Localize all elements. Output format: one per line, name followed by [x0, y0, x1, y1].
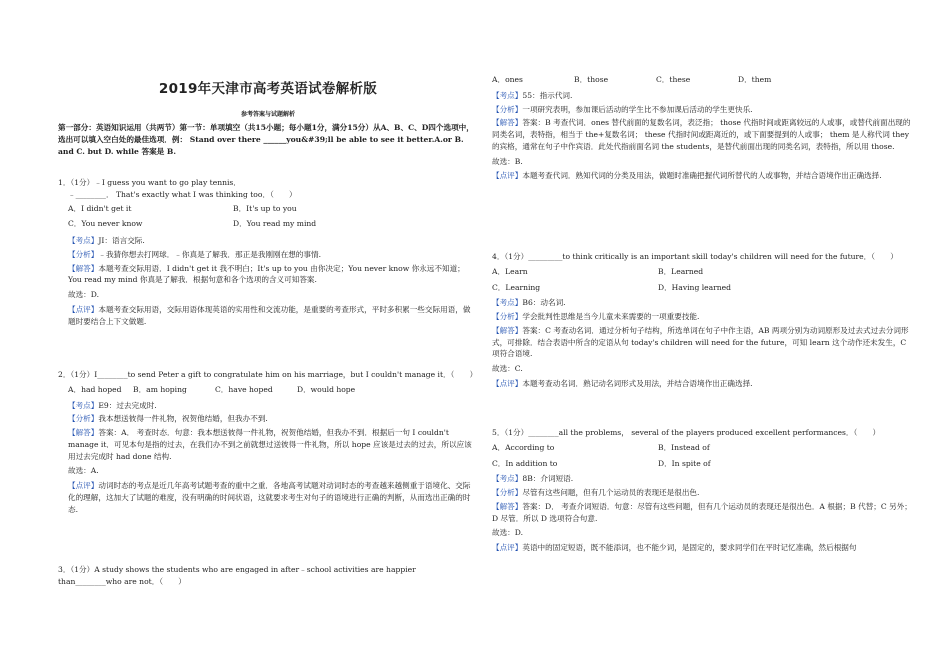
kaodian-label: 【考点】 — [68, 400, 99, 410]
option-d: D．them — [738, 75, 772, 84]
dianping-label: 【点评】 — [492, 171, 523, 181]
kaodian-label: 【考点】 — [492, 298, 523, 308]
question-2-stem: 2．（1分）I________to send Peter a gift to congratulate him on his marriage，but I couldn't manage it．（ ） — [58, 370, 478, 379]
fenxi-label: 【分析】 — [492, 104, 523, 114]
option-d: D．would hope — [297, 384, 356, 394]
dianping-label: 【点评】 — [492, 543, 523, 553]
jieda-label: 【解答】 — [492, 118, 523, 128]
fenxi-label: 【分析】 — [68, 414, 99, 424]
question-1-dianping — [58, 304, 478, 328]
option-c: C．You never know — [68, 219, 143, 229]
question-2-fenxi — [58, 413, 478, 425]
question-1-fenxi — [58, 249, 478, 261]
section-intro-text: 第一部分：英语知识运用（共两节）第一节：单项填空（共15小题；每小题1分，满分15分）从A、B、C、D四个选项中，选出可以填入空白处的最佳选项．例： Stand over there ______you&#39;ll be able to see it better.A.or B. and C. but D. while 答案是 B. — [58, 123, 474, 156]
kaodian-label: 【考点】 — [492, 90, 523, 100]
question-2-jieda — [58, 427, 478, 462]
fenxi-label: 【分析】 — [68, 249, 99, 259]
question-3-dianping — [492, 170, 912, 182]
option-a: A．I didn't get it — [68, 203, 132, 213]
option-a: A．Learn — [492, 266, 528, 276]
question-5 — [492, 427, 912, 554]
jieda-label: 【解答】 — [68, 263, 99, 273]
fenxi-label: 【分析】 — [492, 312, 523, 322]
question-5-dianping — [492, 542, 912, 554]
fenxi-text: 我本想送彼得一件礼物，祝贺他结婚，但我办不到. — [98, 414, 268, 424]
question-1-options-row2 — [58, 218, 478, 230]
kaodian-text: B6：动名词. — [522, 298, 566, 308]
option-b: B．those — [574, 75, 609, 84]
question-4-answer: 故选：C. — [492, 364, 523, 374]
jieda-text: 答案：C 考查动名词．通过分析句子结构，所选单词在句子中作主语，AB 两项分别为动词原形及过去式过去分词形式，可排除．结合表语中所含的定语从句 today's children will need for the future，可知 learn 这个动作还未发生，C 项符合语境. — [492, 325, 909, 359]
question-2-kaodian — [58, 400, 478, 412]
option-a: A．ones — [492, 75, 523, 84]
question-4-fenxi — [492, 311, 912, 323]
jieda-label: 【解答】 — [492, 325, 523, 335]
jieda-label: 【解答】 — [492, 501, 523, 511]
option-d: D．In spite of — [658, 458, 711, 468]
question-3-continued — [492, 74, 912, 182]
question-4-dianping — [492, 378, 912, 390]
question-4-options-row1 — [492, 266, 912, 278]
page-title: 2019年天津市高考英语试卷解析版 — [158, 81, 378, 97]
fenxi-text: 尽管有这些问题，但有几个运动员的表现还是很出色. — [522, 488, 700, 498]
question-3-options — [492, 74, 912, 86]
jieda-text: 答案：B 考查代词．ones 替代前面的复数名词，表泛指； those 代指时间或距离较远的人或事，或替代前面出现的同类名词，表特指，相当于 the+复数名词； these 代指时间或距离近的，或下面要提到的人或事； them 是人称代词 they 的宾格，通常在句子中作宾语．此处代指前面名词 the students，是替代前面出现的同类名词，表特指，所以用 those. — [492, 118, 911, 151]
question-1-kaodian — [58, 235, 478, 247]
question-4-kaodian — [492, 297, 912, 309]
option-a: A．According to — [492, 442, 555, 452]
dianping-text: 本题考查动名词．熟记动名词形式及用法，并结合语境作出正确选择. — [522, 378, 753, 388]
option-c: C．have hoped — [215, 384, 273, 394]
question-1-answer: 故选：D. — [68, 290, 100, 300]
question-3-jieda — [492, 117, 912, 152]
fenxi-text: 学会批判性思维是当今儿童未来需要的一项重要技能. — [522, 312, 700, 322]
dianping-text: 本题考查交际用语，交际用语体现英语的实用性和交流功能，是重要的考查形式，平时多积累一些交际用语，做题时要结合上下文做题. — [68, 304, 471, 326]
question-5-fenxi — [492, 487, 912, 499]
option-d: D．Having learned — [658, 282, 732, 292]
kaodian-label: 【考点】 — [492, 474, 523, 484]
dianping-text: 动词时态的考点是近几年高考试题考查的重中之重．各地高考试题对动词时态的考查越来越侧重于语境化、交际化的理解，这加大了试题的难度，没有明确的时间状语，这就要求考生对句子的语境进行正确的判断，从而选出正确的时态. — [68, 481, 471, 514]
section-intro — [58, 122, 478, 157]
dianping-label: 【点评】 — [492, 378, 523, 388]
page-subtitle: 参考答案与试题解析 — [240, 111, 295, 118]
question-3-fenxi — [492, 104, 912, 116]
dianping-label: 【点评】 — [68, 304, 99, 314]
dianping-text: 本题考查代词．熟知代词的分类及用法，做题时准确把握代词所替代的人或事物，并结合语境作出正确选择. — [522, 171, 882, 181]
question-2-answer: 故选：A. — [68, 466, 99, 476]
jieda-text: 答案：A． 考查时态．句意：我本想送彼得一件礼物，祝贺他结婚，但我办不到．根据后一句 I couldn't manage it．可见本句是指的过去，在我们办不到之前就想过送彼得一件礼物，所以 hope 应该是过去的过去，所以应该用过去完成时 had done 结构. — [68, 428, 472, 461]
option-c: C．these — [656, 75, 691, 84]
question-3-kaodian — [492, 90, 912, 102]
option-a: A．had hoped — [68, 384, 122, 394]
option-b: B．Instead of — [658, 442, 710, 452]
question-4-options-row2 — [492, 282, 912, 294]
dianping-text: 英语中的固定短语，既不能添词，也不能少词，是固定的，要求同学们在平时记忆准确，然后根据句 — [522, 543, 857, 553]
option-b: B．am hoping — [133, 384, 187, 394]
question-4 — [492, 251, 912, 390]
question-5-jieda — [492, 501, 912, 525]
jieda-label: 【解答】 — [68, 428, 99, 438]
question-3 — [58, 564, 478, 588]
question-5-answer: 故选：D. — [492, 528, 524, 538]
question-1 — [58, 177, 478, 327]
question-3-stem: 3．（1分）A study shows the students who are engaged in after﹣school activities are happier than________who are not．（ ） — [58, 565, 416, 586]
question-1-jieda — [58, 263, 478, 287]
kaodian-text: JI：语言交际. — [98, 236, 145, 246]
question-2 — [58, 369, 478, 515]
kaodian-label: 【考点】 — [68, 236, 99, 246]
jieda-text: 答案：D． 考查介词短语．句意：尽管有这些问题，但有几个运动员的表现还是很出色．A 根据；B 代替；C 另外；D 尽管．所以 D 选项符合句意. — [492, 501, 912, 523]
option-b: B．Learned — [658, 266, 704, 276]
option-b: B．It's up to you — [233, 203, 297, 213]
option-c: C．In addition to — [492, 458, 558, 468]
kaodian-text: 55：指示代词. — [522, 90, 573, 100]
question-1-line2: ﹣________． That's exactly what I was thinking too．（ ） — [68, 189, 297, 199]
question-4-stem: 4．（1分）_________to think critically is an important skill today's children will need for the future．（ ） — [492, 252, 898, 261]
fenxi-text: 一项研究表明，参加课后活动的学生比不参加课后活动的学生更快乐. — [522, 104, 753, 114]
dianping-label: 【点评】 — [68, 481, 99, 491]
kaodian-text: 8B：介词短语. — [522, 474, 574, 484]
question-5-options-row1 — [492, 442, 912, 454]
question-2-options — [58, 384, 478, 396]
option-d: D．You read my mind — [233, 219, 317, 229]
option-c: C．Learning — [492, 282, 541, 292]
question-1-stem: 1．（1分）﹣I guess you want to go play tennis． — [58, 178, 241, 187]
question-5-options-row2 — [492, 458, 912, 470]
question-4-jieda — [492, 325, 912, 360]
fenxi-text: ﹣我猜你想去打网球．﹣你真是了解我．那正是我刚刚在想的事情. — [98, 249, 322, 259]
fenxi-label: 【分析】 — [492, 488, 523, 498]
kaodian-text: E9：过去完成时. — [98, 400, 157, 410]
question-3-answer: 故选：B. — [492, 156, 523, 166]
question-5-kaodian — [492, 473, 912, 485]
question-5-stem: 5．（1分）________all the problems， several of the players produced excellent performances．（ ） — [492, 428, 881, 437]
question-1-options-row1 — [58, 203, 478, 215]
jieda-text: 本题考查交际用语．I didn't get it 我不明白；It's up to you 由你决定；You never know 你永远不知道；You read my mind 你真是了解我．根据句意和各个选项的含义可知答案. — [68, 263, 465, 285]
question-2-dianping — [58, 480, 478, 515]
